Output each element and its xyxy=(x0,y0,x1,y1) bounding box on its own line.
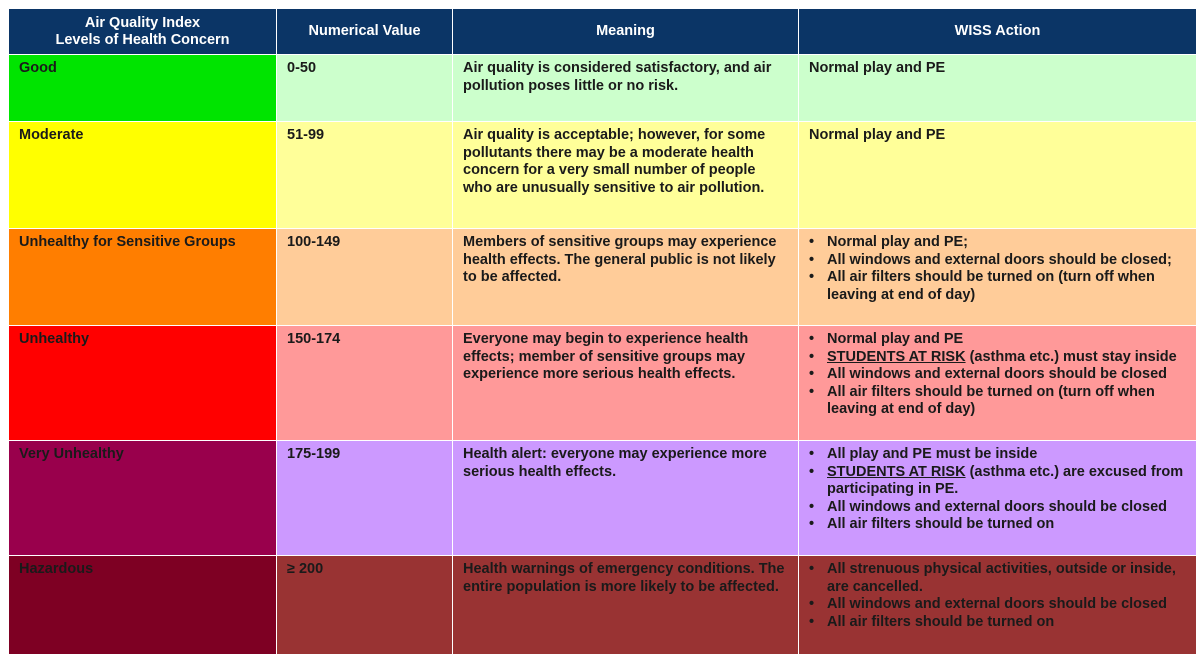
action-list xyxy=(809,561,1186,631)
table-row-very-unhealthy xyxy=(9,441,1197,556)
meaning-cell: Everyone may begin to experience health effects; member of sensitive groups may experience more serious health effects. xyxy=(453,326,799,441)
value-cell: 0-50 xyxy=(277,55,453,122)
header-aqi-level xyxy=(9,9,277,55)
list-item: • All windows and external doors should be closed; xyxy=(809,252,1186,270)
table-row-unhealthy xyxy=(9,326,1197,441)
header-aqi-line1: Air Quality Index xyxy=(84,14,201,31)
table-row-moderate xyxy=(9,122,1197,229)
meaning-cell: Health warnings of emergency conditions. The entire population is more likely to be affected. xyxy=(453,556,799,655)
list-item: • All windows and external doors should be closed xyxy=(809,366,1186,384)
level-cell: Unhealthy xyxy=(9,326,277,441)
action-cell: Normal play and PE xyxy=(799,55,1197,122)
level-cell: Unhealthy for Sensitive Groups xyxy=(9,229,277,326)
header-numerical-value: Numerical Value xyxy=(277,9,453,55)
meaning-cell: Air quality is considered satisfactory, and air pollution poses little or no risk. xyxy=(453,55,799,122)
action-cell xyxy=(799,556,1197,655)
list-item: • All windows and external doors should be closed xyxy=(809,596,1186,614)
list-item: • All play and PE must be inside xyxy=(809,446,1186,464)
value-cell: 51-99 xyxy=(277,122,453,229)
list-item: • All air filters should be turned on (turn off when leaving at end of day) xyxy=(809,384,1186,419)
table-row-hazardous xyxy=(9,556,1197,655)
list-item: • All air filters should be turned on xyxy=(809,614,1186,632)
action-cell xyxy=(799,229,1197,326)
action-cell xyxy=(799,326,1197,441)
table-row-usg xyxy=(9,229,1197,326)
list-item: • All air filters should be turned on (turn off when leaving at end of day) xyxy=(809,269,1186,304)
level-cell: Very Unhealthy xyxy=(9,441,277,556)
value-cell: 175-199 xyxy=(277,441,453,556)
action-list xyxy=(809,446,1186,534)
value-cell: ≥ 200 xyxy=(277,556,453,655)
list-item: • All windows and external doors should be closed xyxy=(809,499,1186,517)
meaning-cell: Air quality is acceptable; however, for some pollutants there may be a moderate health concern for a very small number of people who are unusually sensitive to air pollution. xyxy=(453,122,799,229)
header-aqi-line2: Levels of Health Concern xyxy=(55,32,230,48)
students-at-risk-label: STUDENTS AT RISK xyxy=(827,463,966,480)
action-list xyxy=(809,331,1186,419)
list-item-text: (asthma etc.) must stay inside xyxy=(965,348,1177,365)
header-meaning: Meaning xyxy=(453,9,799,55)
action-cell xyxy=(799,441,1197,556)
list-item xyxy=(809,349,1186,367)
list-item xyxy=(809,464,1186,499)
level-cell: Good xyxy=(9,55,277,122)
list-item: • Normal play and PE xyxy=(809,331,1186,349)
level-cell: Hazardous xyxy=(9,556,277,655)
action-cell: Normal play and PE xyxy=(799,122,1197,229)
value-cell: 100-149 xyxy=(277,229,453,326)
list-item-text: (asthma etc.) are excused from participating in PE. xyxy=(827,463,1184,497)
meaning-cell: Health alert: everyone may experience more serious health effects. xyxy=(453,441,799,556)
meaning-cell: Members of sensitive groups may experience health effects. The general public is not likely to be affected. xyxy=(453,229,799,326)
aqi-table xyxy=(8,8,1197,655)
value-cell: 150-174 xyxy=(277,326,453,441)
list-item: • Normal play and PE; xyxy=(809,234,1186,252)
header-row xyxy=(9,9,1197,55)
header-wiss-action: WISS Action xyxy=(799,9,1197,55)
table-row-good xyxy=(9,55,1197,122)
students-at-risk-label: STUDENTS AT RISK xyxy=(827,348,966,365)
level-cell: Moderate xyxy=(9,122,277,229)
action-list xyxy=(809,234,1186,304)
list-item: • All strenuous physical activities, outside or inside, are cancelled. xyxy=(809,561,1186,596)
list-item: • All air filters should be turned on xyxy=(809,516,1186,534)
